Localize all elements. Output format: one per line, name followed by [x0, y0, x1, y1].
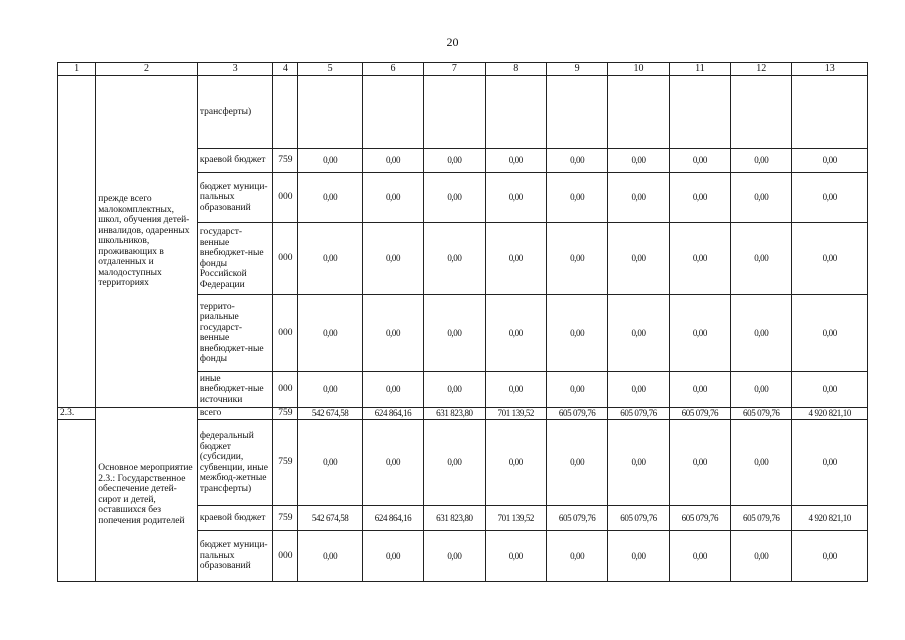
- column-header: 3: [197, 63, 272, 76]
- amount-cell: 0,00: [424, 420, 485, 506]
- amount-cell: 0,00: [546, 149, 607, 173]
- amount-cell: 0,00: [731, 295, 792, 372]
- amount-cell: 0,00: [731, 531, 792, 582]
- amount-cell: 0,00: [608, 173, 669, 223]
- amount-cell: 0,00: [424, 295, 485, 372]
- amount-cell: 0,00: [669, 420, 730, 506]
- amount-cell: 0,00: [546, 173, 607, 223]
- column-header: 12: [731, 63, 792, 76]
- amount-cell: 0,00: [362, 372, 423, 408]
- amount-cell: 631 823,80: [424, 506, 485, 531]
- funding-source: трансферты): [197, 76, 272, 149]
- amount-cell: 0,00: [792, 420, 868, 506]
- amount-cell: 605 079,76: [731, 506, 792, 531]
- amount-cell: 0,00: [424, 149, 485, 173]
- amount-cell: 0,00: [298, 372, 362, 408]
- table-row: [58, 408, 868, 420]
- budget-code: 000: [273, 173, 298, 223]
- amount-cell: 0,00: [485, 295, 546, 372]
- amount-cell: 0,00: [731, 372, 792, 408]
- amount-cell: 0,00: [669, 173, 730, 223]
- amount-cell: 0,00: [362, 420, 423, 506]
- funding-source: государст-венные внебюджет-ные фонды Российской Федерации: [197, 223, 272, 295]
- amount-cell: 624 864,16: [362, 506, 423, 531]
- column-header: 1: [58, 63, 96, 76]
- header-row: [58, 63, 868, 76]
- amount-cell: 0,00: [485, 173, 546, 223]
- amount-cell: 605 079,76: [669, 506, 730, 531]
- budget-code: 000: [273, 372, 298, 408]
- amount-cell: 0,00: [362, 223, 423, 295]
- amount-cell: 605 079,76: [669, 408, 730, 420]
- amount-cell: 0,00: [485, 223, 546, 295]
- amount-cell: 624 864,16: [362, 408, 423, 420]
- amount-cell: 0,00: [424, 531, 485, 582]
- amount-cell: 0,00: [485, 372, 546, 408]
- amount-cell: 0,00: [669, 149, 730, 173]
- column-header: 4: [273, 63, 298, 76]
- amount-cell: 701 139,52: [485, 408, 546, 420]
- amount-cell: 0,00: [298, 223, 362, 295]
- amount-cell: 0,00: [362, 531, 423, 582]
- amount-cell: 0,00: [669, 372, 730, 408]
- page-number: 20: [446, 35, 459, 49]
- budget-code: 000: [273, 531, 298, 582]
- column-header: 10: [608, 63, 669, 76]
- amount-cell: 0,00: [792, 372, 868, 408]
- amount-cell: 0,00: [362, 149, 423, 173]
- amount-cell: 0,00: [608, 372, 669, 408]
- amount-cell: 0,00: [792, 223, 868, 295]
- amount-cell: 0,00: [298, 295, 362, 372]
- amount-cell: 701 139,52: [485, 506, 546, 531]
- amount-cell: 0,00: [298, 531, 362, 582]
- column-header: 11: [669, 63, 730, 76]
- row-number: [58, 76, 96, 408]
- amount-cell: 0,00: [362, 173, 423, 223]
- amount-cell: 0,00: [669, 531, 730, 582]
- amount-cell: 4 920 821,10: [792, 506, 868, 531]
- amount-cell: 0,00: [546, 295, 607, 372]
- amount-cell: 0,00: [608, 295, 669, 372]
- amount-cell: [731, 76, 792, 149]
- amount-cell: [362, 76, 423, 149]
- amount-cell: 0,00: [298, 420, 362, 506]
- activity-description: Основное мероприятие 2.3.: Государственное обеспечение детей-сирот и детей, оставшихся без попечения родителей: [96, 408, 198, 582]
- budget-code: 759: [273, 506, 298, 531]
- amount-cell: 0,00: [608, 531, 669, 582]
- amount-cell: 0,00: [546, 372, 607, 408]
- budget-code: 759: [273, 408, 298, 420]
- funding-source: бюджет муници-пальных образований: [197, 531, 272, 582]
- amount-cell: 0,00: [546, 223, 607, 295]
- amount-cell: 0,00: [731, 149, 792, 173]
- amount-cell: 605 079,76: [608, 408, 669, 420]
- amount-cell: 4 920 821,10: [792, 408, 868, 420]
- amount-cell: 631 823,80: [424, 408, 485, 420]
- amount-cell: 0,00: [669, 295, 730, 372]
- column-header: 5: [298, 63, 362, 76]
- amount-cell: 0,00: [485, 420, 546, 506]
- column-header: 7: [424, 63, 485, 76]
- table-row: [58, 76, 868, 149]
- amount-cell: 0,00: [485, 531, 546, 582]
- amount-cell: [424, 76, 485, 149]
- funding-source: всего: [197, 408, 272, 420]
- funding-source: краевой бюджет: [197, 506, 272, 531]
- amount-cell: 0,00: [546, 531, 607, 582]
- row-number-empty: [58, 420, 96, 582]
- amount-cell: 0,00: [424, 372, 485, 408]
- budget-code: 000: [273, 223, 298, 295]
- column-header: 8: [485, 63, 546, 76]
- funding-source: иные внебюджет-ные источники: [197, 372, 272, 408]
- funding-source: федеральный бюджет (субсидии, субвенции, иные межбюд-жетные трансферты): [197, 420, 272, 506]
- amount-cell: [485, 76, 546, 149]
- amount-cell: 605 079,76: [546, 408, 607, 420]
- amount-cell: [669, 76, 730, 149]
- column-header: 13: [792, 63, 868, 76]
- amount-cell: 0,00: [485, 149, 546, 173]
- amount-cell: 0,00: [792, 173, 868, 223]
- amount-cell: 0,00: [298, 149, 362, 173]
- amount-cell: 0,00: [546, 420, 607, 506]
- amount-cell: 605 079,76: [731, 408, 792, 420]
- amount-cell: 0,00: [792, 149, 868, 173]
- amount-cell: 0,00: [731, 173, 792, 223]
- amount-cell: [298, 76, 362, 149]
- budget-code: 759: [273, 149, 298, 173]
- amount-cell: 0,00: [608, 149, 669, 173]
- activity-description: прежде всего малокомплектных, школ, обучения детей-инвалидов, одаренных школьников, проживающих в отдаленных и малодоступных территориях: [96, 76, 198, 408]
- column-header: 6: [362, 63, 423, 76]
- amount-cell: 0,00: [608, 223, 669, 295]
- budget-code: 759: [273, 420, 298, 506]
- amount-cell: 0,00: [731, 223, 792, 295]
- amount-cell: 605 079,76: [608, 506, 669, 531]
- amount-cell: 542 674,58: [298, 506, 362, 531]
- column-header: 2: [96, 63, 198, 76]
- amount-cell: 0,00: [731, 420, 792, 506]
- funding-source: краевой бюджет: [197, 149, 272, 173]
- budget-code: [273, 76, 298, 149]
- row-number: 2.3.: [58, 408, 96, 420]
- funding-source: террито-риальные государст-венные внебюджет-ные фонды: [197, 295, 272, 372]
- amount-cell: [608, 76, 669, 149]
- amount-cell: 0,00: [792, 295, 868, 372]
- amount-cell: 0,00: [608, 420, 669, 506]
- amount-cell: 0,00: [669, 223, 730, 295]
- amount-cell: 0,00: [424, 173, 485, 223]
- funding-source: бюджет муници-пальных образований: [197, 173, 272, 223]
- amount-cell: 0,00: [792, 531, 868, 582]
- budget-code: 000: [273, 295, 298, 372]
- amount-cell: 0,00: [298, 173, 362, 223]
- column-header: 9: [546, 63, 607, 76]
- amount-cell: 542 674,58: [298, 408, 362, 420]
- amount-cell: 0,00: [362, 295, 423, 372]
- amount-cell: [792, 76, 868, 149]
- budget-table: [57, 62, 868, 582]
- amount-cell: 0,00: [424, 223, 485, 295]
- amount-cell: 605 079,76: [546, 506, 607, 531]
- amount-cell: [546, 76, 607, 149]
